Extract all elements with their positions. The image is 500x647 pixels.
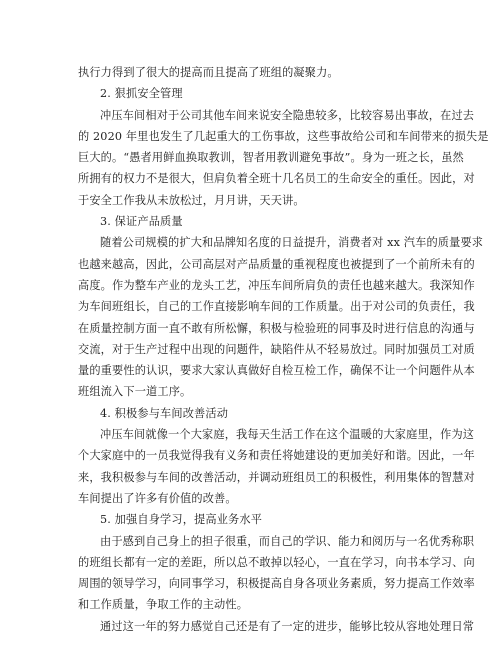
- body-text-line: 周围的领导学习，向同事学习，积极提高自身各项业务素质，努力提高工作效率: [78, 577, 475, 591]
- document-page: [78, 62, 489, 637]
- body-text-line: 为车间班组长，自己的工作直接影响车间的工作质量。出于对公司的负责任，我: [78, 300, 475, 314]
- body-text-line: 执行力得到了很大的提高而且提高了班组的凝聚力。: [78, 66, 339, 79]
- body-text-line: 也越来越高，因此，公司高层对产品质量的重视程度也被提到了一个前所未有的: [78, 257, 475, 271]
- body-text-line: 来，我积极参与车间的改善活动，并调动班组员工的积极性，利用集体的智慧对: [78, 470, 475, 484]
- body-text-line: 车间提出了许多有价值的改善。: [78, 491, 237, 505]
- body-text-line: 和工作质量，争取工作的主动性。: [78, 598, 249, 612]
- body-text-line: 巨大的。“愚者用鲜血换取教训，智者用教训避免事故”。身为一班之长，虽然: [78, 151, 464, 165]
- body-text-line: 于安全工作我从未放松过，月月讲，天天讲。: [78, 193, 305, 207]
- body-text-line: 高度。作为整车产业的龙头工艺，冲压车间所肩负的责任也越来越大。我深知作: [78, 278, 475, 292]
- body-text-line: 量的重要性的认识，要求大家认真做好自检互检工作，确保不让一个问题件从本: [78, 364, 475, 378]
- body-text-line: 在质量控制方面一直不敢有所松懈，积极与检验班的同事及时进行信息的沟通与: [78, 321, 475, 335]
- paragraph-first-line: 通过这一年的努力感觉自己还是有了一定的进步，能够比较从容地处理日常: [100, 619, 475, 633]
- body-text-line: 的 2020 年里也发生了几起重大的工伤事故，这些事故给公司和车间带来的损失是: [78, 129, 489, 143]
- paragraph-first-line: 冲压车间就像一个大家庭，我每天生活工作在这个温暖的大家庭里，作为这: [100, 428, 475, 442]
- section-heading: 4. 积极参与车间改善活动: [100, 406, 229, 420]
- section-heading: 5. 加强自身学习，提高业务水平: [100, 513, 263, 527]
- body-text-line: 个大家庭中的一员我觉得我有义务和责任将她建设的更加美好和谐。因此，一年: [78, 449, 475, 463]
- paragraph-first-line: 冲压车间相对于公司其他车间来说安全隐患较多，比较容易出事故，在过去: [100, 108, 475, 122]
- paragraph-first-line: 由于感到自己身上的担子很重，而自己的学识、能力和阅历与一名优秀称职: [100, 534, 475, 548]
- body-text-line: 所拥有的权力不是很大，但肩负着全班十几名员工的生命安全的重任。因此，对: [78, 172, 475, 186]
- body-text-line: 交流，对于生产过程中出现的问题件，缺陷件从不轻易放过。同时加强员工对质: [78, 342, 475, 356]
- body-text-line: 班组流入下一道工序。: [78, 385, 192, 399]
- body-text-line: 的班组长都有一定的差距，所以总不敢掉以轻心，一直在学习，向书本学习、向: [78, 555, 475, 569]
- section-heading: 2. 狠抓安全管理: [100, 87, 183, 101]
- paragraph-first-line: 随着公司规模的扩大和品牌知名度的日益提升，消费者对 xx 汽车的质量要求: [100, 236, 484, 250]
- section-heading: 3. 保证产品质量: [100, 215, 183, 229]
